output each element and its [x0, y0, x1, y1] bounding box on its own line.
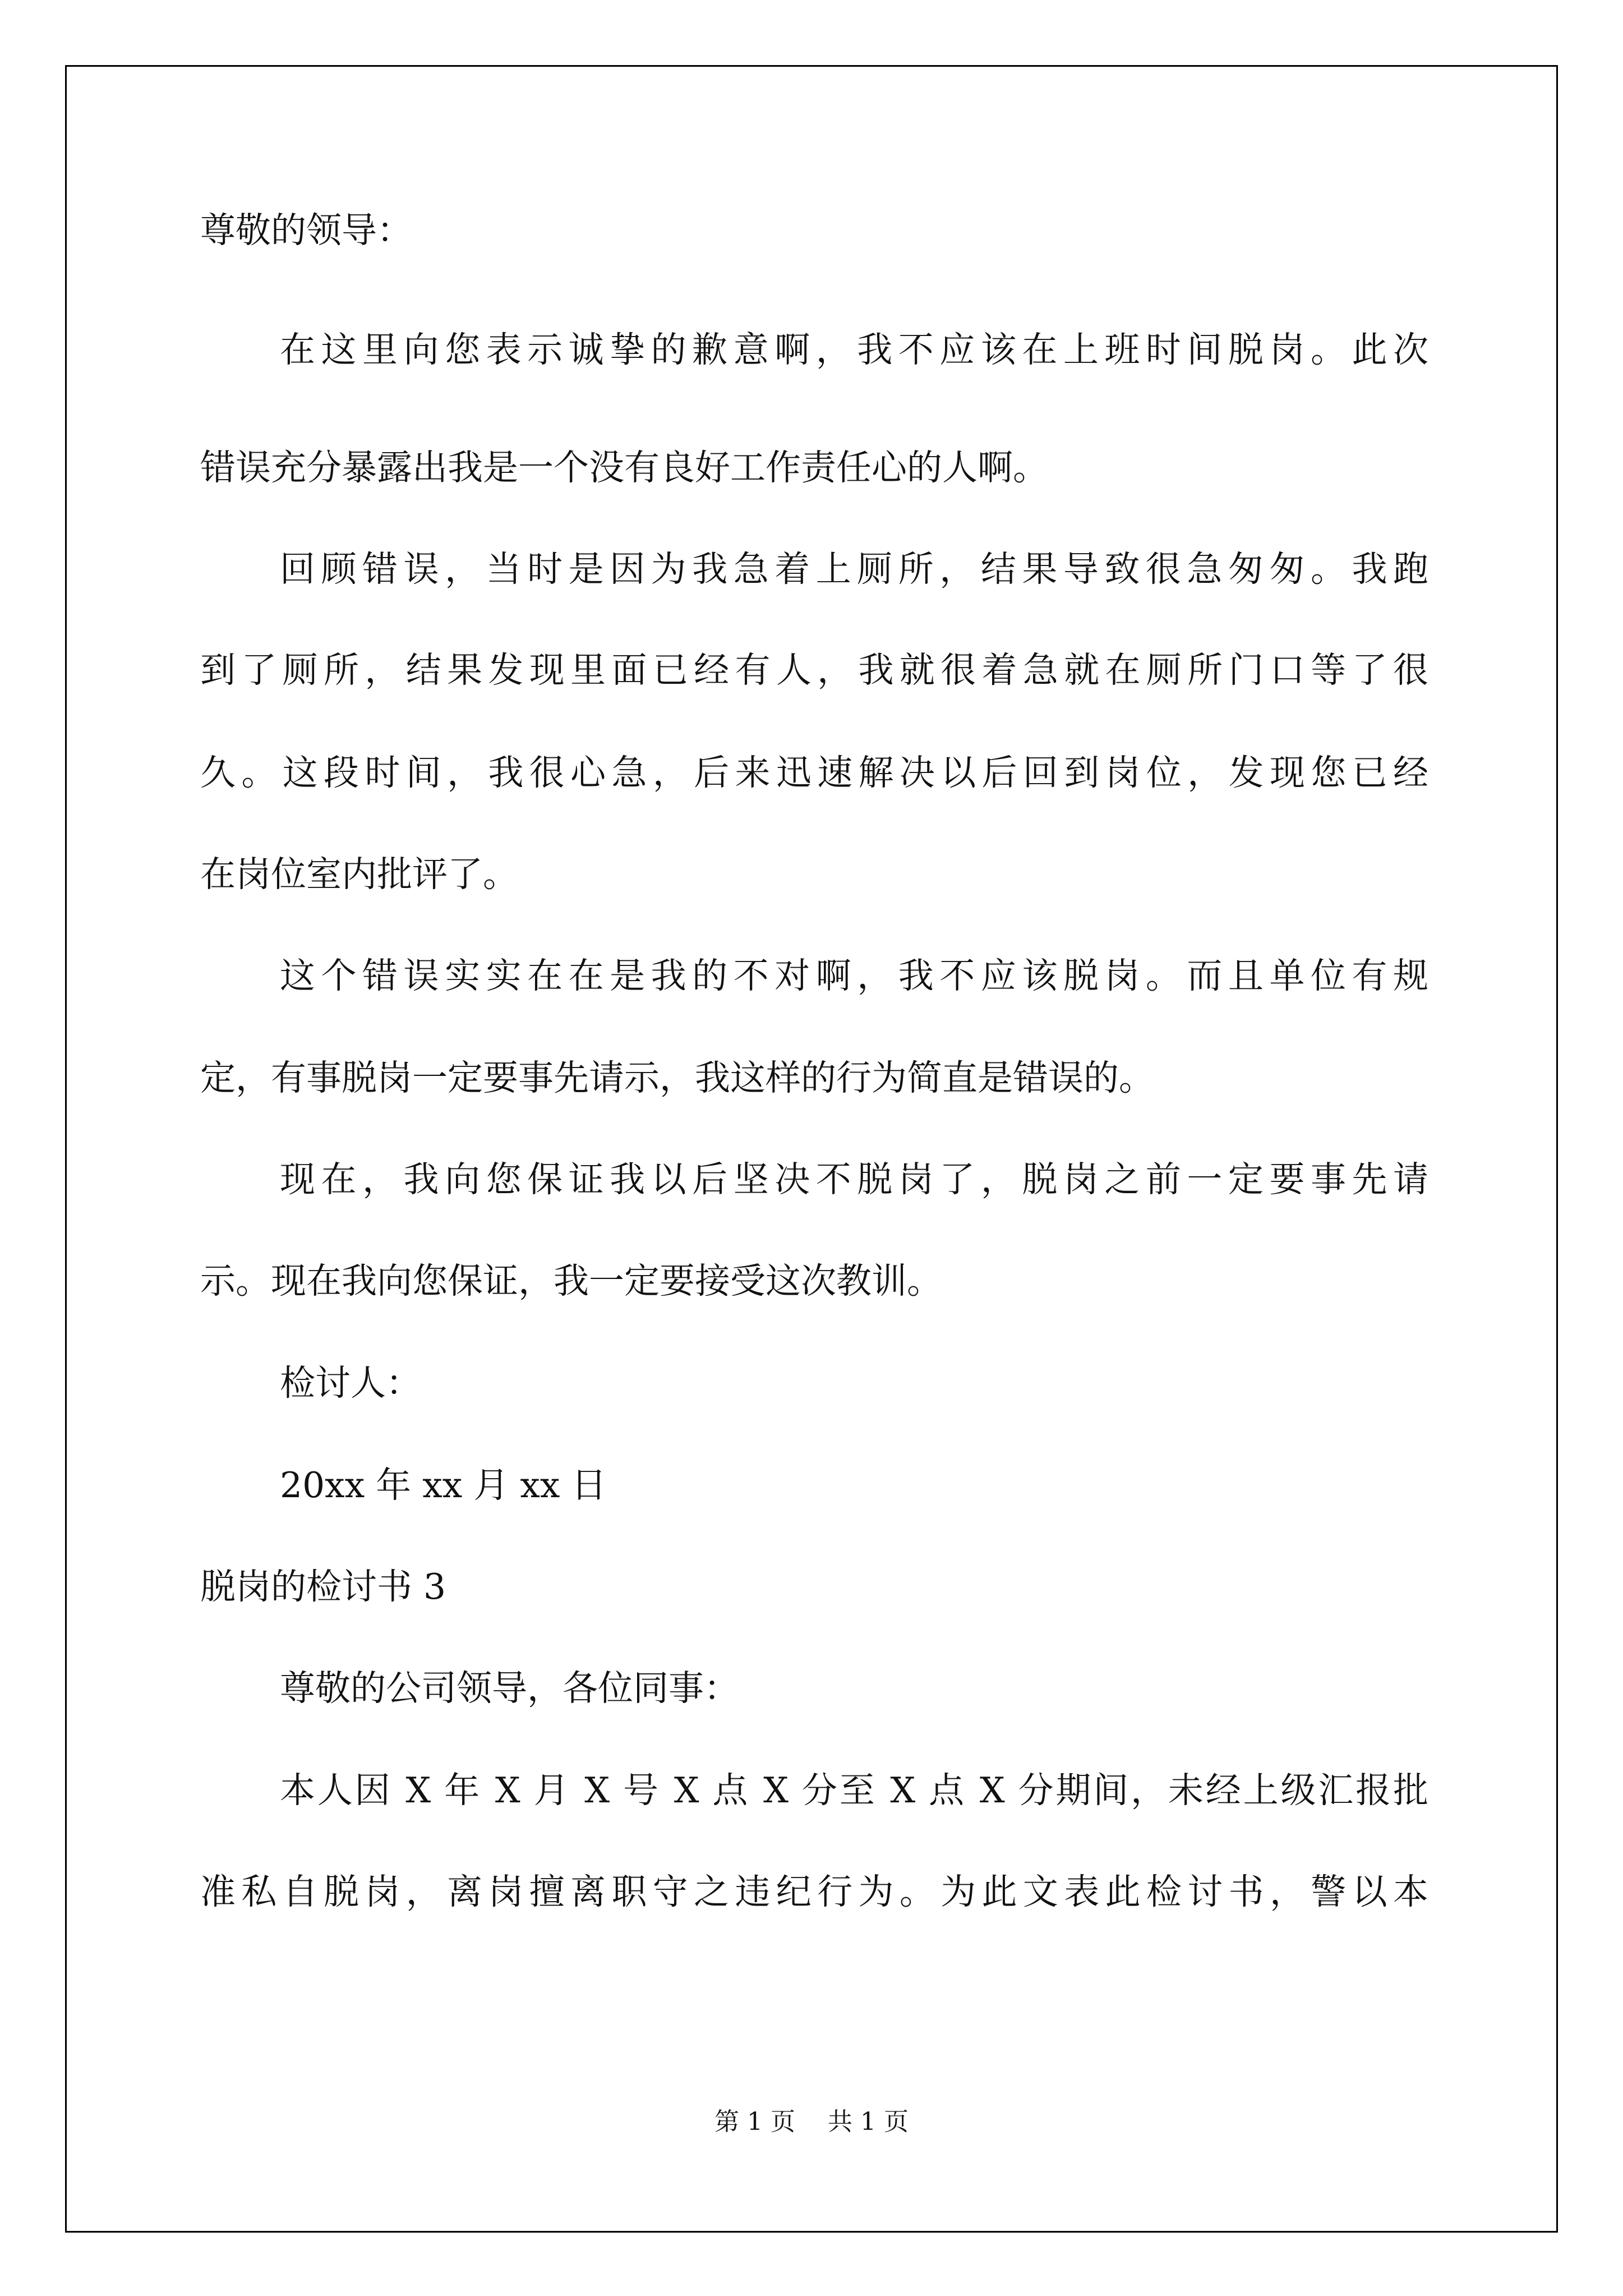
salutation: 尊敬的领导： [200, 210, 412, 251]
salutation-2: 尊敬的公司领导，各位同事： [280, 1668, 739, 1709]
paragraph-2-line-3: 久。这段时间，我很心急，后来迅速解决以后回到岗位，发现您已经 [200, 752, 1428, 793]
paragraph-2-line-1: 回顾错误，当时是因为我急着上厕所，结果导致很急匆匆。我跑 [280, 549, 1428, 590]
paragraph-1-line-2: 错误充分暴露出我是一个没有良好工作责任心的人啊。 [200, 447, 1048, 488]
paragraph-4-line-2: 示。现在我向您保证，我一定要接受这次教训。 [200, 1260, 942, 1301]
paragraph-5-line-1: 本人因 X 年 X 月 X 号 X 点 X 分至 X 点 X 分期间，未经上级汇报批 [280, 1770, 1428, 1811]
signature-label: 检讨人： [280, 1363, 421, 1404]
paragraph-3-line-2: 定，有事脱岗一定要事先请示，我这样的行为简直是错误的。 [200, 1057, 1154, 1098]
paragraph-4-line-1: 现在，我向您保证我以后坚决不脱岗了，脱岗之前一定要事先请 [280, 1159, 1428, 1200]
section-title: 脱岗的检讨书 3 [200, 1566, 446, 1607]
paragraph-1-line-1: 在这里向您表示诚挚的歉意啊，我不应该在上班时间脱岗。此次 [280, 329, 1428, 370]
paragraph-2-line-4: 在岗位室内批评了。 [200, 854, 518, 895]
paragraph-2-line-2: 到了厕所，结果发现里面已经有人，我就很着急就在厕所门口等了很 [200, 650, 1428, 691]
paragraph-5-line-2: 准私自脱岗，离岗擅离职守之违纪行为。为此文表此检讨书，警以本 [200, 1871, 1428, 1912]
page-footer [0, 2108, 1623, 2137]
paragraph-3-line-1: 这个错误实实在在是我的不对啊，我不应该脱岗。而且单位有规 [280, 955, 1428, 996]
signature-date: 20xx 年 xx 月 xx 日 [280, 1465, 607, 1506]
page-number: 第 1 页 共 1 页 [714, 2108, 909, 2136]
